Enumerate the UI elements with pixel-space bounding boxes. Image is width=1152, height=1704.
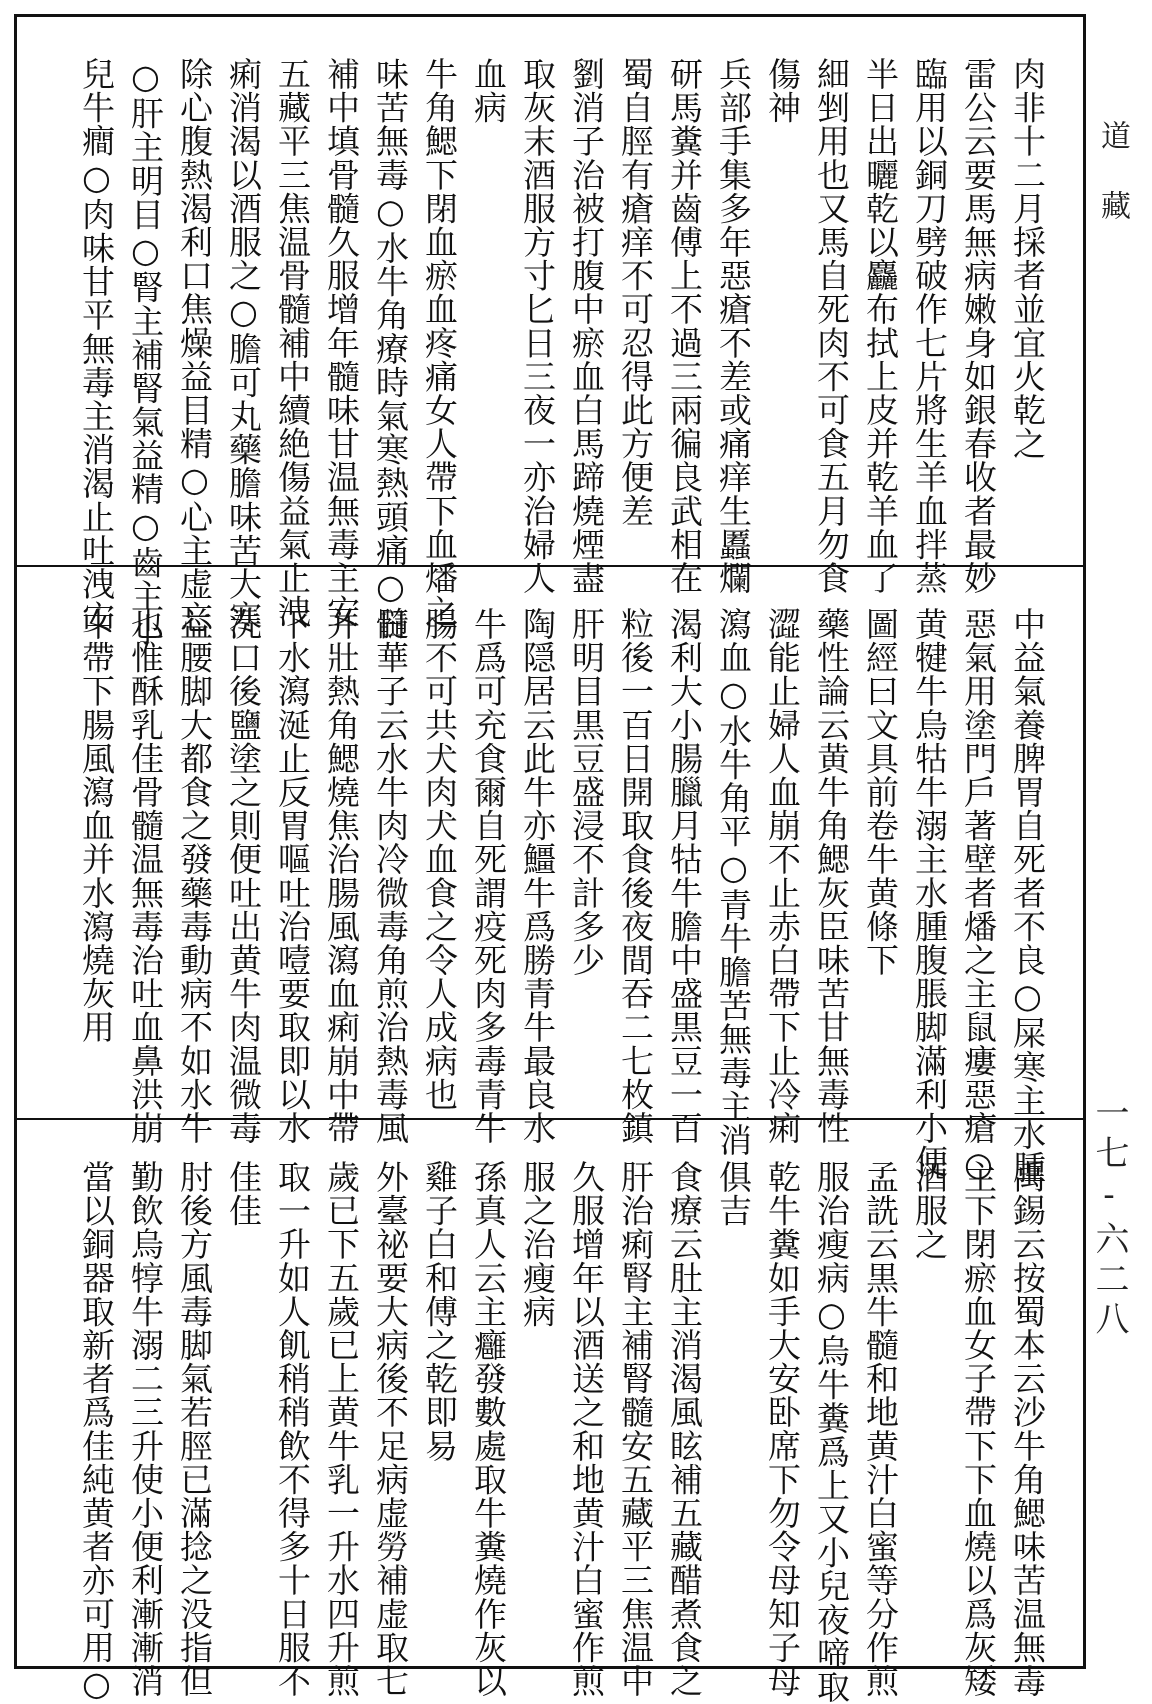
text-column: 孟詵云黒牛髓和地黄汁白蜜等分作煎 [861,1160,900,1698]
text-column: 渴利大小腸臘月牯牛膽中盛黒豆一百 [665,607,704,1145]
text-column: 日華子云水牛肉冷微毒角煎治熱毒風 [371,607,410,1145]
text-column: 佳佳 [224,1160,263,1228]
text-column: 下水瀉涎止反胃嘔吐治噎要取即以水 [273,607,312,1145]
text-columns-lower [75,1160,1049,1704]
text-column: 藥性論云黄牛角鰓灰臣味苦甘無毒性 [812,607,851,1145]
text-column: 臨用以銅刀劈破作七片將生羊血拌蒸 [910,57,949,595]
panel-middle [17,565,1083,1185]
text-column: 洗口後鹽塗之則便吐出黄牛肉温微毒 [224,607,263,1145]
text-column: 雞子白和傅之乾即易 [420,1160,459,1463]
text-column: 兒牛癎○肉味甘平無毒主消渴止吐洩安 [77,57,116,635]
text-column: 歲已下五歲已上黄牛乳一升水四升煎 [322,1160,361,1698]
text-column: 孫真人云主癰發數處取牛糞燒作灰以 [469,1160,508,1698]
text-column: 牛爲可充食爾自死謂疫死肉多毒青牛 [469,607,508,1145]
text-column: 服治瘦病○烏牛糞爲上又小兒夜啼取 [812,1160,851,1704]
text-column: 五藏平三焦温骨髓補中續絶傷益氣止洩 [273,57,312,629]
collection-title: 道藏 [1095,120,1130,260]
text-column: 除心腹熱渴利口焦燥益目精○心主虚忘 [175,57,214,635]
text-column: 血病 [469,57,508,125]
text-column: 黄犍牛烏牯牛溺主水腫腹脹脚滿利小便 [910,607,949,1179]
text-column: 痢消渴以酒服之○膽可丸藥膽味苦大寒 [224,57,263,635]
text-column: 陶隠居云此牛亦䲔牛爲勝青牛最良水 [518,607,557,1145]
text-column: 也惟酥乳佳骨髓温無毒治吐血鼻洪崩 [126,607,165,1145]
text-column: 蜀自脛有瘡痒不可忍得此方便差 [616,57,655,528]
text-column: 細剉用也又馬自死肉不可食五月勿食 [812,57,851,595]
text-column: 食療云肚主消渴風眩補五藏醋煮食之 [665,1160,704,1698]
page-frame [14,14,1086,1704]
text-column: 取一升如人飢稍稍飲不得多十日服不 [273,1160,312,1698]
text-column: 取灰末酒服方寸匕日三夜一亦治婦人 [518,57,557,595]
text-column: 惡氣用塗門戶著壁者燔之主鼠瘻惡瘡○ [959,607,998,1185]
text-column: 乾牛糞如手大安卧席下勿令母知子母 [763,1160,802,1698]
text-column: 肉非十二月採者並宜火乾之 [1008,57,1047,461]
text-column: 粒後一百日開取食後夜間吞二七枚鎮 [616,607,655,1145]
text-column: 主下閉瘀血女子帶下下血燒以爲灰矮 [959,1160,998,1698]
text-column: 并壯熱角鰓燒焦治腸風瀉血痢崩中帶 [322,607,361,1145]
text-columns-upper [75,57,1049,647]
panel-upper [17,17,1083,647]
text-column: 俱吉 [714,1160,753,1228]
panel-lower [17,1118,1083,1704]
text-column: 肝明目黒豆盛浸不計多少 [567,607,606,977]
text-column: 劉消子治被打腹中瘀血白馬蹄燒煙盡 [567,57,606,595]
text-column: 半日出曬乾以麤布拭上皮并乾羊血了 [861,57,900,595]
text-column: 肘後方風毒脚氣若脛已滿捻之没指但 [175,1160,214,1698]
text-column: 肝治痢腎主補腎髓安五藏平三焦温中 [616,1160,655,1698]
text-column: 酒服之 [910,1160,949,1261]
text-column: 牛角鰓下閉血瘀血疼痛女人帶下血燔之 [420,57,459,629]
text-column: 圖經曰文具前卷牛黄條下 [861,607,900,977]
text-column: 益腰脚大都食之發藥毒動病不如水牛 [175,607,214,1145]
text-column: 研馬糞并齒傅上不過三兩徧良武相在 [665,57,704,595]
text-column: 中帶下腸風瀉血并水瀉燒灰用 [77,607,116,1044]
text-column: 兵部手集多年惡瘡不差或痛痒生䘌爛 [714,57,753,595]
text-column: 勤飲烏犉牛溺二三升使小便利漸漸消 [126,1160,165,1698]
text-column: 瀉血○水牛角平○青牛膽苦無毒主消 [714,607,753,1157]
text-column: 外臺祕要大病後不足病虚勞補虚取七 [371,1160,410,1698]
text-column: 腸不可共犬肉犬血食之令人成病也 [420,607,459,1111]
text-column: 當以銅器取新者爲佳純黄者亦可用○ [77,1160,116,1704]
page-number: 一七-六二八 [1089,1095,1129,1341]
text-column: 久服增年以酒送之和地黄汁白蜜作煎 [567,1160,606,1698]
text-column: 雷公云要馬無病嫩身如銀春收者最妙 [959,57,998,595]
text-column: 味苦無毒○水牛角療時氣寒熱頭痛○髓 [371,57,410,641]
text-column: 傷神 [763,57,802,125]
text-column: 澀能止婦人血崩不止赤白帶下止冷痢 [763,607,802,1145]
text-column: ○肝主明目○腎主補腎氣益精○齒主小 [126,57,165,647]
text-column: 服之治瘦病 [518,1160,557,1328]
text-columns-middle [75,607,1049,1185]
text-column: 中益氣養脾胃自死者不良○屎寒主水腫 [1008,607,1047,1185]
text-column: 補中填骨髓久服增年髓味甘温無毒主安 [322,57,361,629]
text-column: 禹錫云按蜀本云沙牛角鰓味苦温無毒 [1008,1160,1047,1698]
